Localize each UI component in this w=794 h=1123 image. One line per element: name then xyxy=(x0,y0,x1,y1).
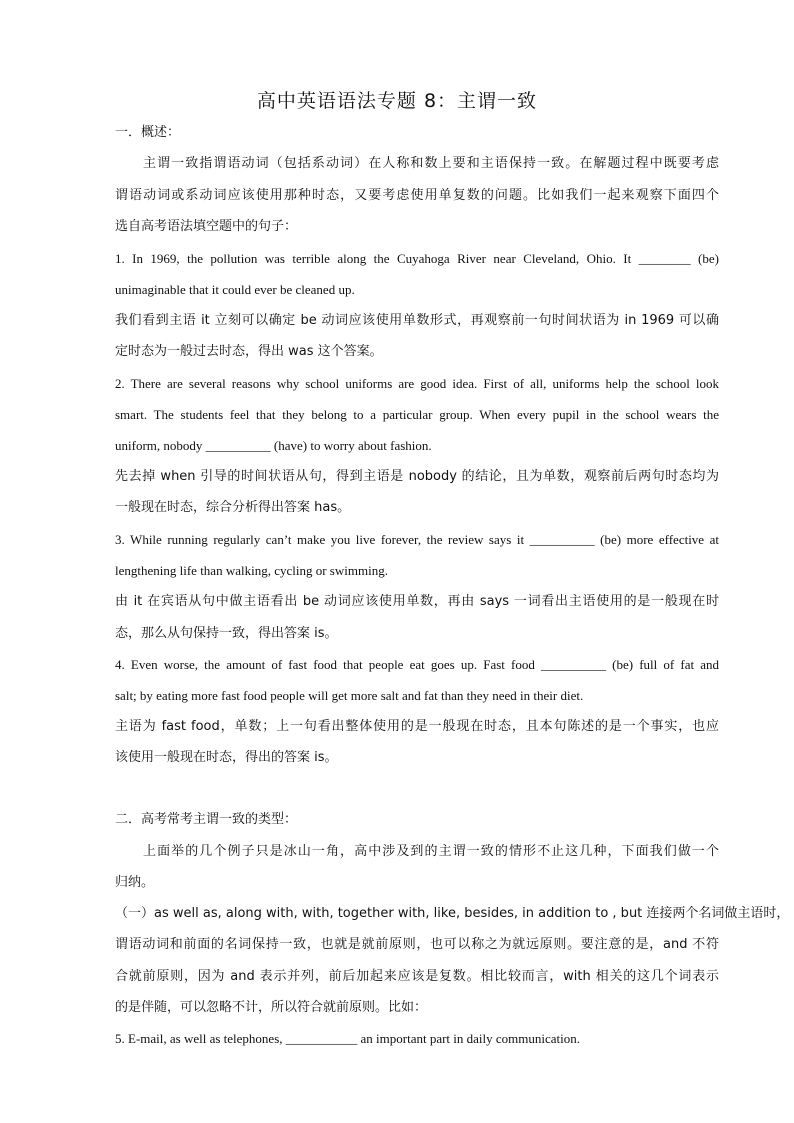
explanation-2-line-2: 一般现在时态，综合分析得出答案 has。 xyxy=(115,500,351,515)
example-2-line-1: 2. There are several reasons why school uniforms are good idea. First of all, uniforms help the school look xyxy=(115,376,719,391)
example-1-line-1: 1. In 1969, the pollution was terrible along the Cuyahoga River near Cleveland, Ohio. It ________ (be) xyxy=(115,251,719,266)
explanation-4-line-2: 该使用一般现在时态，得出的答案 is。 xyxy=(115,750,338,765)
example-4-line-2: salt; by eating more fast food people will get more salt and fat than they need in their diet. xyxy=(115,688,584,703)
subsection-1-line-2: 谓语动词和前面的名词保持一致，也就是就前原则，也可以称之为就远原则。要注意的是，and 不符 xyxy=(115,937,719,952)
example-4-line-1: 4. Even worse, the amount of fast food that people eat goes up. Fast food __________ (be) full of fat and xyxy=(115,657,719,672)
example-2-line-3: uniform, nobody __________ (have) to worry about fashion. xyxy=(115,438,432,453)
section-2-intro-line-1: 上面举的几个例子只是冰山一角，高中涉及到的主谓一致的情形不止这几种，下面我们做一个 xyxy=(143,844,719,859)
subsection-1-line-4: 的是伴随，可以忽略不计，所以符合就前原则。比如： xyxy=(115,1000,428,1015)
example-1-line-2: unimaginable that it could ever be cleaned up. xyxy=(115,282,355,297)
explanation-2-line-1: 先去掉 when 引导的时间状语从句，得到主语是 nobody 的结论，且为单数，观察前后两句时态均为 xyxy=(115,469,719,484)
explanation-4-line-1: 主语为 fast food，单数；上一句看出整体使用的是一般现在时态，且本句陈述的是一个事实，也应 xyxy=(115,719,719,734)
section-1-intro-line-2: 谓语动词或系动词应该使用那种时态，又要考虑使用单复数的问题。比如我们一起来观察下面四个 xyxy=(115,188,719,203)
section-1-intro-line-1: 主谓一致指谓语动词（包括系动词）在人称和数上要和主语保持一致。在解题过程中既要考虑 xyxy=(143,156,719,171)
example-3-line-2: lengthening life than walking, cycling or swimming. xyxy=(115,563,388,578)
section-2-intro-line-2: 归纳。 xyxy=(115,875,155,890)
subsection-1-line-1: （一）as well as, along with, with, together with, like, besides, in addition to , but 连接两个名词做主语时， xyxy=(115,906,790,921)
section-1-heading: 一．概述： xyxy=(115,125,181,140)
example-2-line-2: smart. The students feel that they belong to a particular group. When every pupil in the school wears the xyxy=(115,407,719,422)
explanation-1-line-2: 定时态为一般过去时态，得出 was 这个答案。 xyxy=(115,344,383,359)
subsection-1-line-3: 合就前原则，因为 and 表示并列，前后加起来应该是复数。相比较而言，with 相关的这几个词表示 xyxy=(115,969,719,984)
section-2-heading: 二．高考常考主谓一致的类型： xyxy=(115,812,298,827)
example-3-line-1: 3. While running regularly can’t make you live forever, the review says it __________ (be) more effective at xyxy=(115,532,719,547)
page-title: 高中英语语法专题 8：主谓一致 xyxy=(256,90,538,112)
explanation-1-line-1: 我们看到主语 it 立刻可以确定 be 动词应该使用单数形式，再观察前一句时间状语为 in 1969 可以确 xyxy=(115,313,719,328)
example-5: 5. E-mail, as well as telephones, ___________ an important part in daily communication. xyxy=(115,1031,581,1046)
section-1-intro-line-3: 选自高考语法填空题中的句子： xyxy=(115,219,298,234)
explanation-3-line-1: 由 it 在宾语从句中做主语看出 be 动词应该使用单数，再由 says 一词看出主语使用的是一般现在时 xyxy=(115,594,719,609)
explanation-3-line-2: 态，那么从句保持一致，得出答案 is。 xyxy=(115,626,338,641)
